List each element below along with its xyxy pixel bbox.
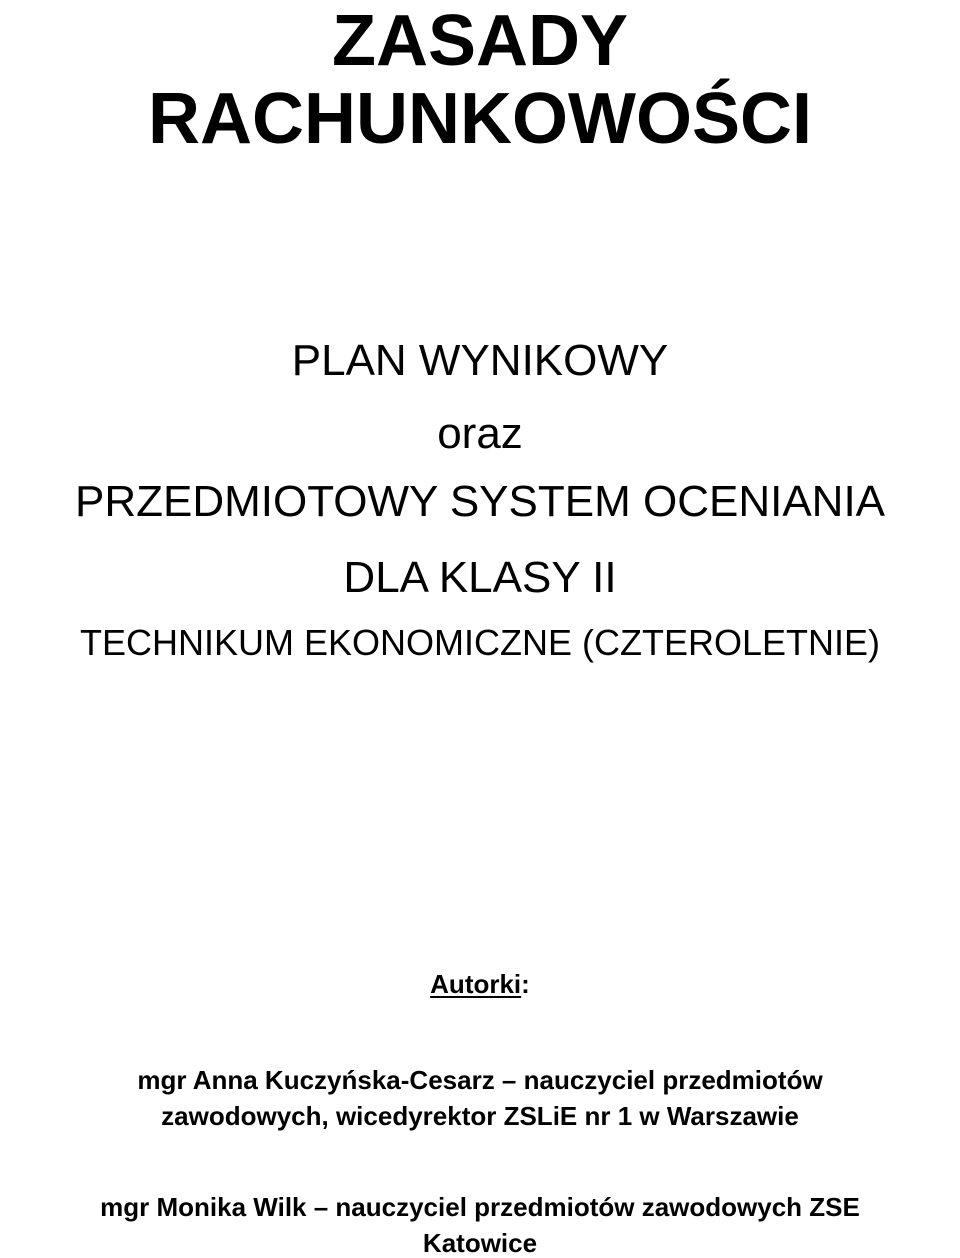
author-2-line-2: Katowice: [422, 1228, 538, 1258]
subtitle-conjunction: oraz: [437, 409, 523, 458]
subtitle-school: TECHNIKUM EKONOMICZNE (CZTEROLETNIE): [79, 622, 880, 663]
authors-heading: [0, 969, 960, 999]
author-1-line-2: zawodowych, wicedyrektor ZSLiE nr 1 w Warszawie: [161, 1101, 799, 1131]
document-title-line-2: RACHUNKOWOŚCI: [148, 79, 812, 159]
subtitle-system: PRZEDMIOTOWY SYSTEM OCENIANIA: [74, 477, 886, 526]
authors-label-colon: :: [521, 969, 530, 999]
document-title-line-1: ZASADY: [331, 1, 628, 81]
authors-label: Autorki: [430, 969, 522, 999]
author-1-line-1: mgr Anna Kuczyńska-Cesarz – nauczyciel przedmiotów: [137, 1065, 823, 1095]
subtitle-class: DLA KLASY II: [343, 553, 617, 602]
subtitle-plan: PLAN WYNIKOWY: [291, 336, 669, 385]
author-2-line-1: mgr Monika Wilk – nauczyciel przedmiotów zawodowych ZSE: [100, 1192, 860, 1222]
